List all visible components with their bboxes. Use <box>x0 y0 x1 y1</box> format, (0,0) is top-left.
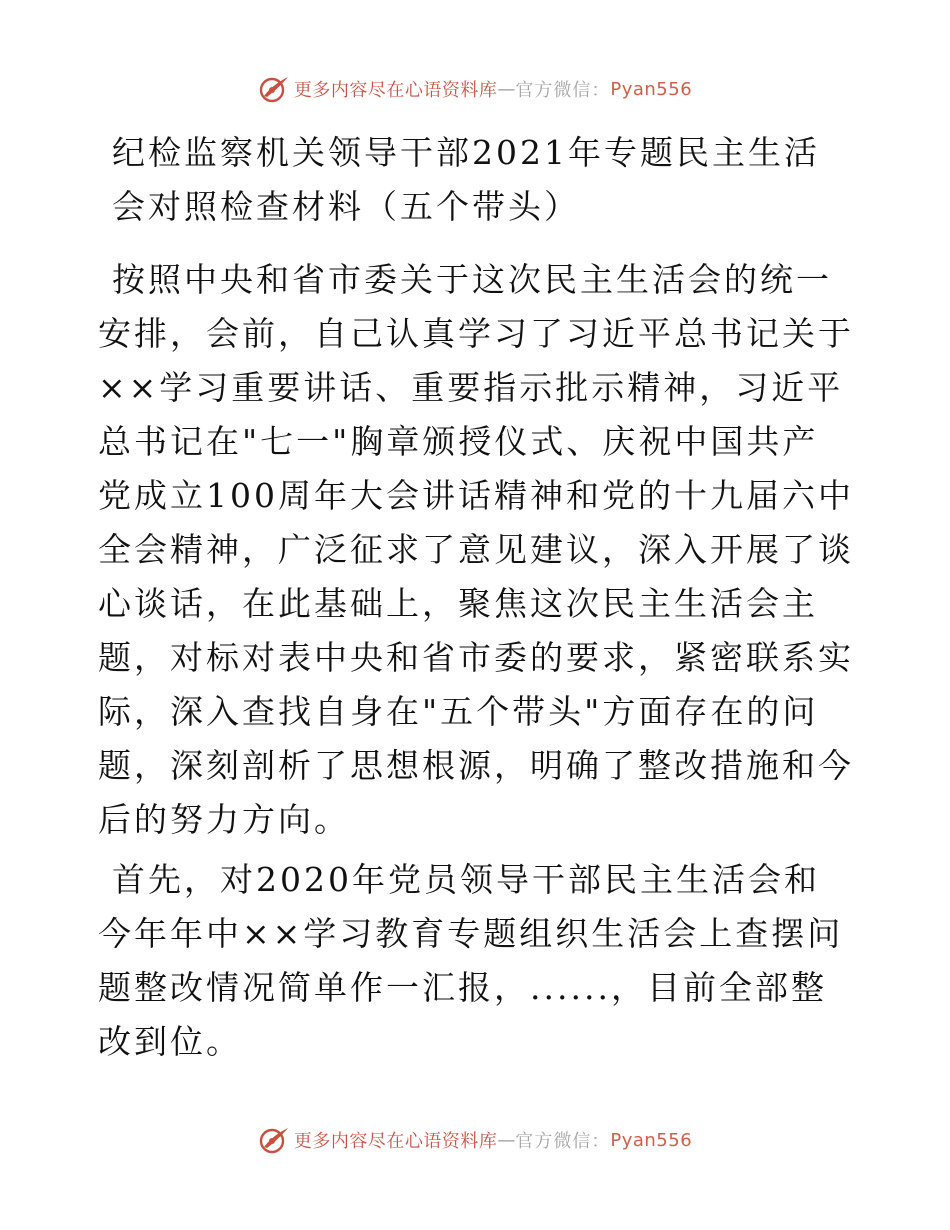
quill-logo-icon <box>258 74 290 104</box>
watermark-dash: — <box>497 1129 516 1151</box>
document-title: 纪检监察机关领导干部2021年专题民主生活会对照检查材料（五个带头） <box>112 133 820 226</box>
watermark-wechat-label: 官方微信： <box>515 80 611 101</box>
quill-logo-icon <box>258 1125 290 1155</box>
watermark-wechat-label: 官方微信： <box>515 1131 611 1152</box>
watermark-wechat-id: Pyan556 <box>610 1129 693 1151</box>
watermark-dash: — <box>497 78 516 100</box>
body-paragraph: 按照中央和省市委关于这次民主生活会的统一安排，会前，自己认真学习了习近平总书记关于××学习重要讲话、重要指示批示精神，习近平总书记在"七一"胸章颁授仪式、庆祝中国共产党成立100周年大会讲话精神和党的十九届六中全会精神，广泛征求了意见建议，深入开展了谈心谈话，在此基础上，聚焦这次民主生活会主题，对标对表中央和省市委的要求，紧密联系实际，深入查找自身在"五个带头"方面存在的问题，深刻剖析了思想根源，明确了整改措施和今后的努力方向。 <box>98 260 854 839</box>
header-watermark <box>0 74 950 104</box>
watermark-wechat-id: Pyan556 <box>610 78 693 100</box>
watermark-library-text: 更多内容尽在心语资料库 <box>293 80 498 101</box>
footer-watermark <box>0 1125 950 1155</box>
watermark-library-text: 更多内容尽在心语资料库 <box>293 1131 498 1152</box>
body-paragraph: 首先，对2020年党员领导干部民主生活会和今年年中××学习教育专题组织生活会上查摆问题整改情况简单作一汇报，......，目前全部整改到位。 <box>98 860 844 1061</box>
